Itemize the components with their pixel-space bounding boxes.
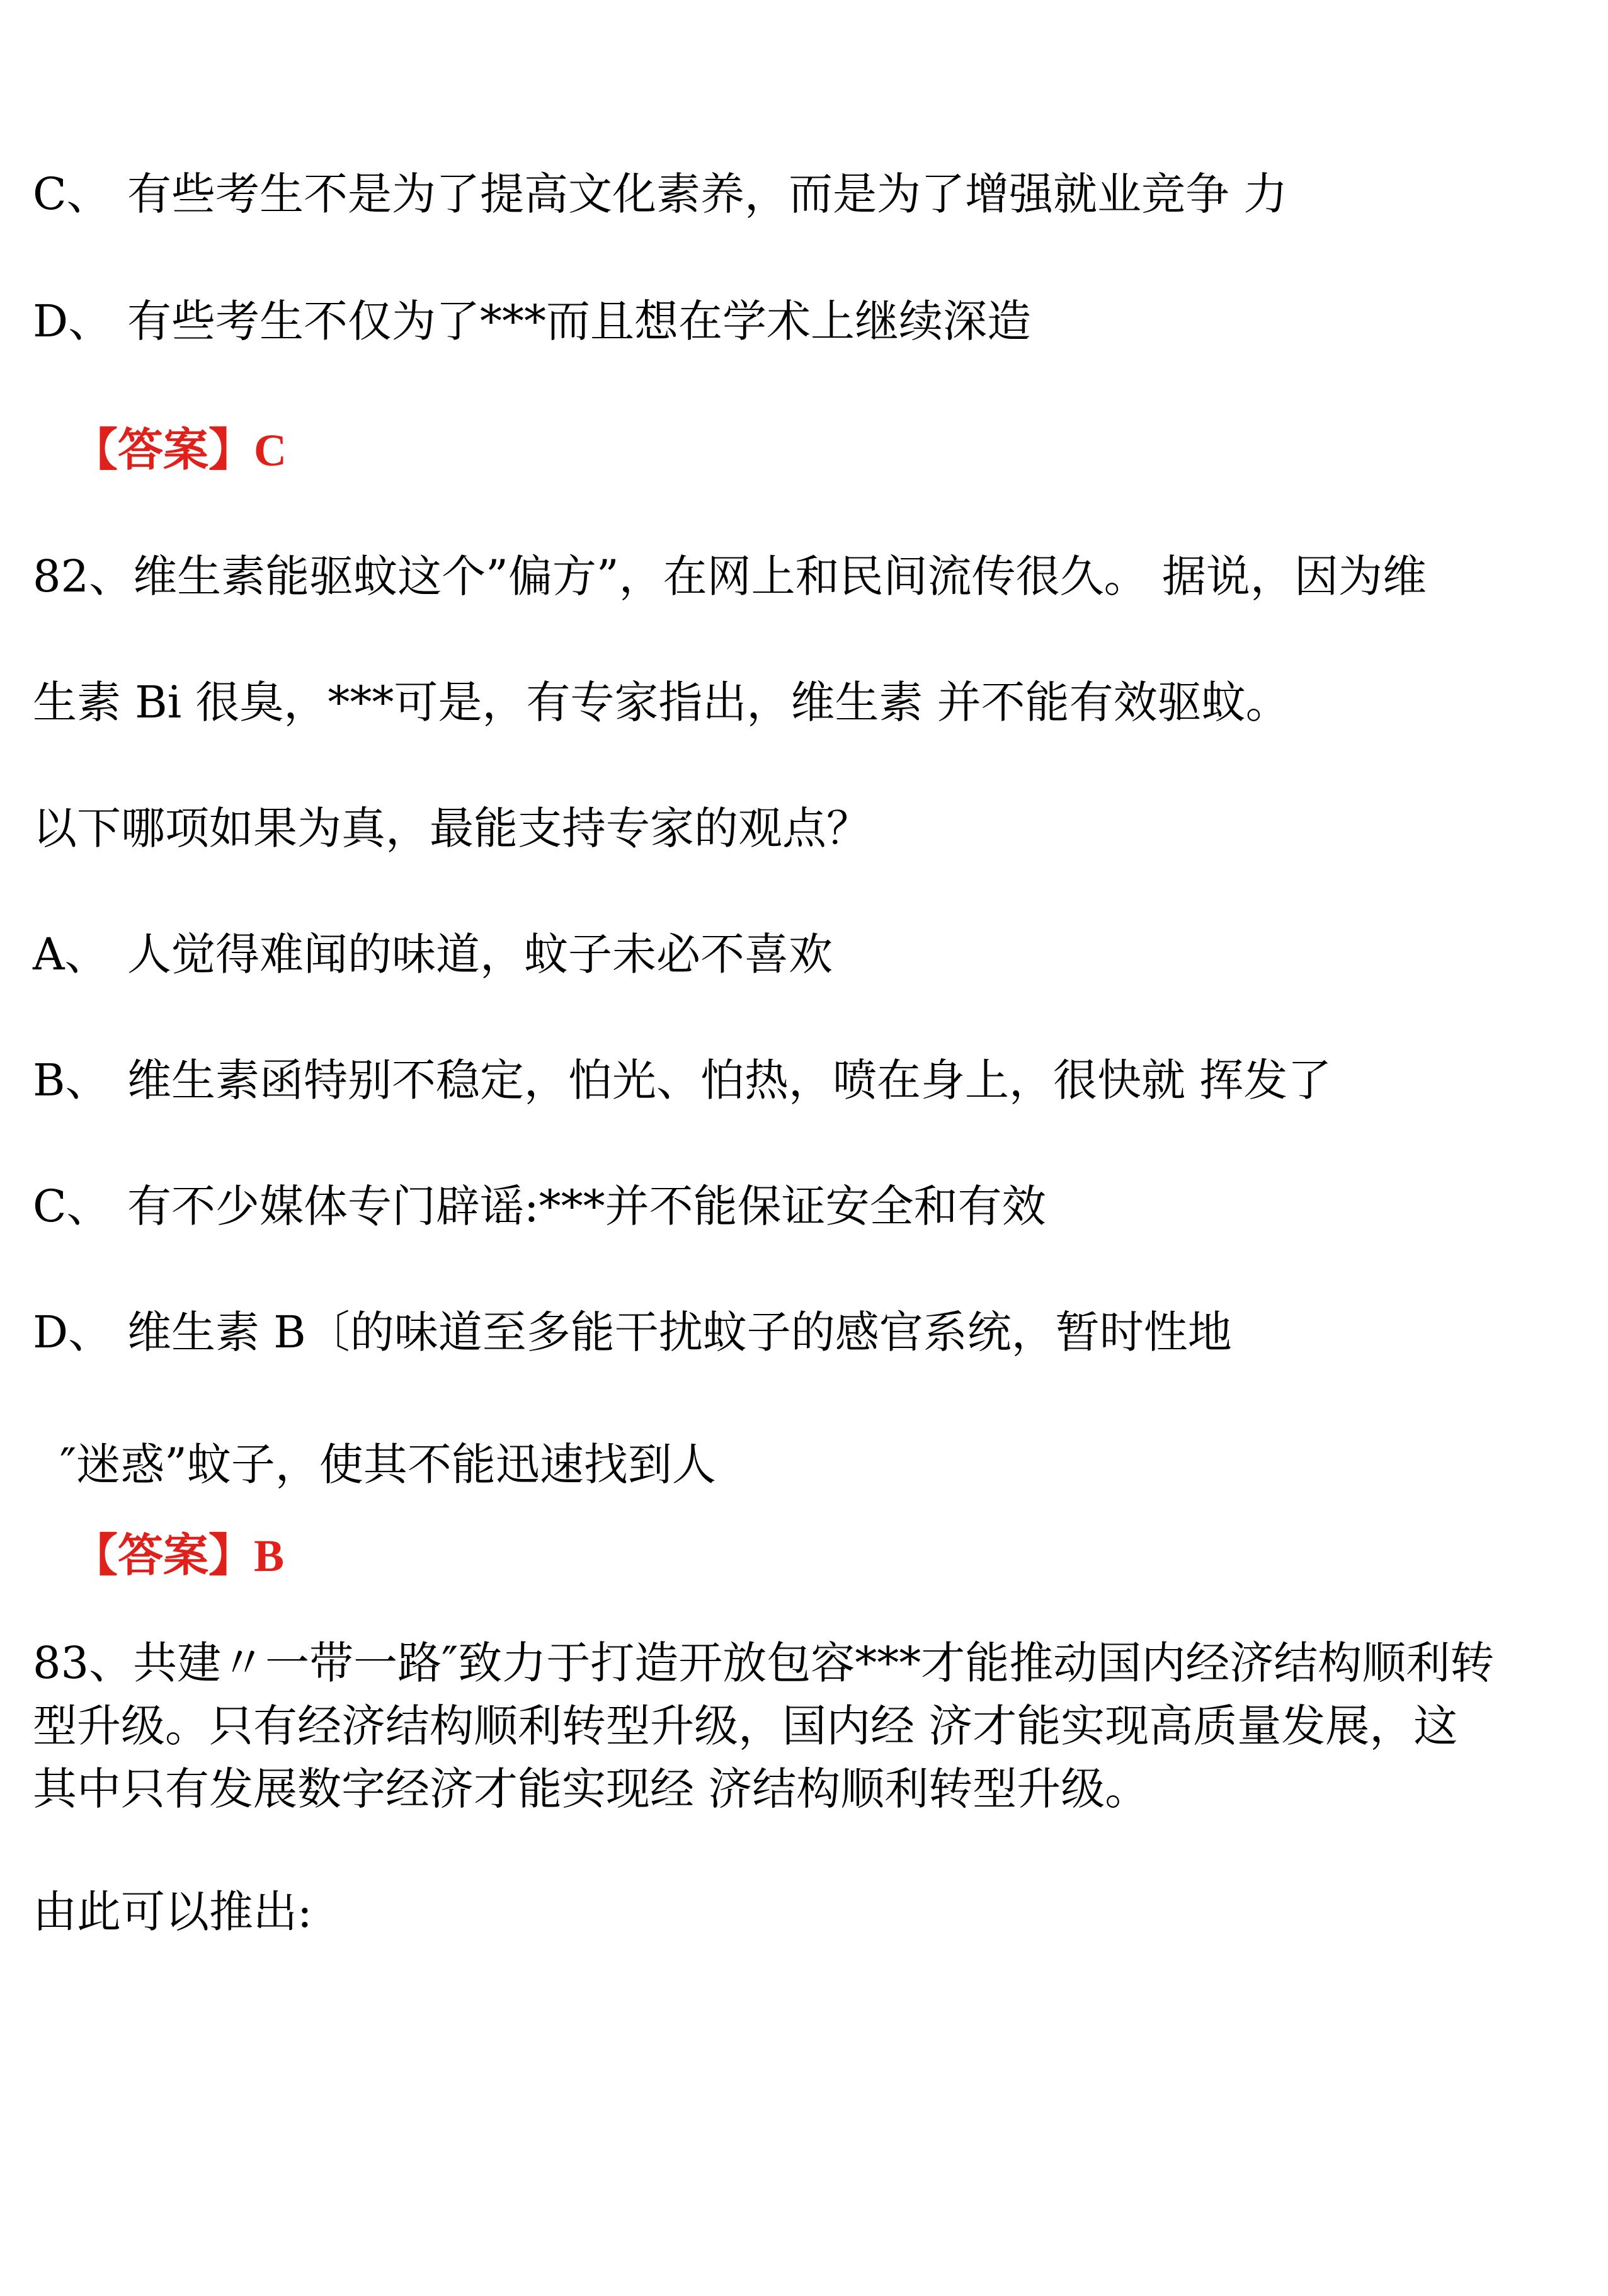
q82-option-a <box>33 923 833 986</box>
option-text: 有些考生不仅为了***而且想在学术上继续深造 <box>127 295 1031 347</box>
option-letter: D、 <box>33 295 113 347</box>
q82-stem-line2: 生素 Bi 很臭，***可是，有专家指出，维生素 并不能有效驱蚊。 <box>33 677 1290 728</box>
option-letter: A、 <box>33 928 109 980</box>
option-text: 维生素 B〔的味道至多能干扰蚊子的感官系统，暂时性地 <box>127 1306 1232 1358</box>
option-letter: B、 <box>33 1054 110 1106</box>
q82-option-d <box>33 1301 1232 1364</box>
option-letter: C、 <box>33 168 111 220</box>
q81-option-c <box>33 163 1287 226</box>
q83-stem-line3: 其中只有发展数字经济才能实现经 济结构顺利转型升级。 <box>33 1763 1149 1815</box>
option-text: 维生素函特别不稳定，怕光、怕热，喷在身上，很快就 挥发了 <box>127 1054 1332 1106</box>
q81-answer: 【答案】C <box>72 425 287 476</box>
q82-option-c <box>33 1175 1046 1238</box>
q82-answer: 【答案】B <box>72 1531 285 1581</box>
option-letter: D、 <box>33 1306 113 1358</box>
q82-question: 以下哪项如果为真，最能支持专家的观点？ <box>33 802 870 854</box>
option-text: 人觉得难闻的味道，蚊子未必不喜欢 <box>127 928 833 980</box>
q82-option-b <box>33 1049 1331 1112</box>
q83-stem-line2: 型升级。只有经济结构顺利转型升级，国内经 济才能实现高质量发展，这 <box>33 1700 1458 1752</box>
option-text: 有些考生不是为了提高文化素养，而是为了增强就业竞争 力 <box>127 168 1288 220</box>
q82-stem-line1: 82、维生素能驱蚊这个”偏方”，在网上和民间流传很久。 据说，因为维 <box>33 551 1427 602</box>
q83-question: 由此可以推出: <box>33 1886 312 1938</box>
q82-option-d-continued: ″迷惑”蚊子，使其不能迅速找到人 <box>60 1439 716 1490</box>
q83-stem-line1: 83、共建〃一带一路″致力于打造开放包容***才能推动国内经济结构顺利转 <box>33 1637 1495 1689</box>
option-letter: C、 <box>33 1180 111 1232</box>
option-text: 有不少媒体专门辟谣:***并不能保证安全和有效 <box>127 1180 1046 1232</box>
q81-option-d <box>33 290 1031 353</box>
